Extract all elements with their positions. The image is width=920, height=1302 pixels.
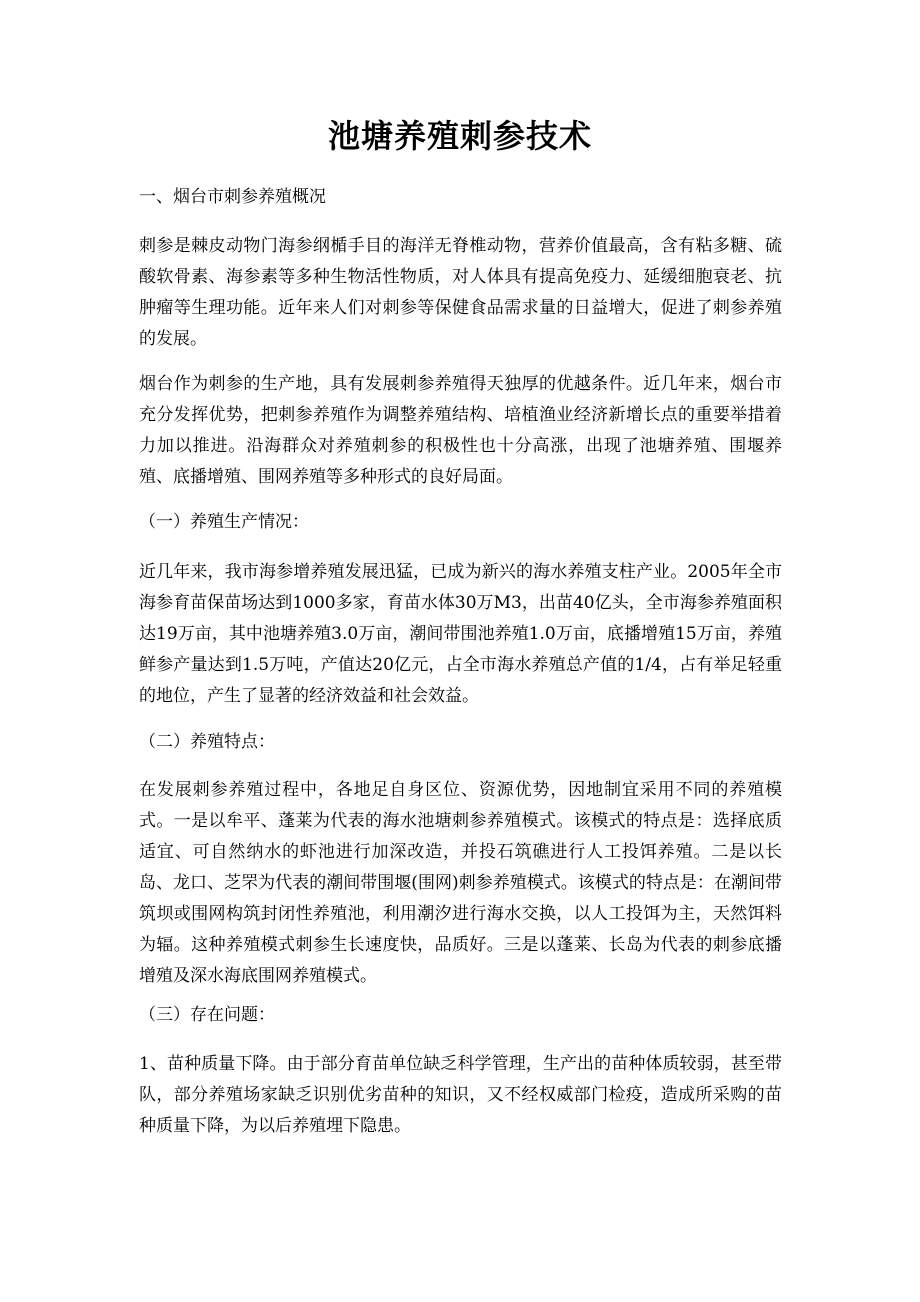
subsection-heading-production: （一）养殖生产情况： <box>139 512 309 532</box>
paragraph-production: 近几年来，我市海参增养殖发展迅猛，已成为新兴的海水养殖支柱产业。2005年全市海参育苗保苗场达到1000多家，育苗水体30万M3，出苗40亿头，全市海参养殖面积达19万亩，其中池塘养殖3.0万亩，潮间带围池养殖1.0万亩，底播增殖15万亩，养殖鲜参产量达到1.5万吨，产值达20亿元，占全市海水养殖总产值的1/4，占有举足轻重的地位，产生了显著的经济效益和社会效益。 <box>139 562 782 706</box>
paragraph-intro: 刺参是棘皮动物门海参纲楯手目的海洋无脊椎动物，营养价值最高，含有粘多糖、硫酸软骨素、海参素等多种生物活性物质，对人体具有提高免疫力、延缓细胞衰老、抗肿瘤等生理功能。近年来人们对刺参等保健食品需求量的日益增大，促进了刺参养殖的发展。 <box>139 236 782 349</box>
subsection-heading-problems: （三）存在问题： <box>139 1005 275 1025</box>
paragraph-features: 在发展刺参养殖过程中，各地足自身区位、资源优势，因地制宜采用不同的养殖模式。一是以牟平、蓬莱为代表的海水池塘刺参养殖模式。该模式的特点是：选择底质适宜、可自然纳水的虾池进行加深改造，并投石筑礁进行人工投饵养殖。二是以长岛、龙口、芝罘为代表的潮间带围堰(围网)刺参养殖模式。该模式的特点是：在潮间带筑坝或围网构筑封闭性养殖池，利用潮汐进行海水交换，以人工投饵为主，天然饵料为辐。这种养殖模式刺参生长速度快，品质好。三是以蓬莱、长岛为代表的刺参底播增殖及深水海底围网养殖模式。 <box>139 780 782 986</box>
section-heading-overview: 一、烟台市刺参养殖概况 <box>139 187 326 207</box>
document-title: 池塘养殖刺参技术 <box>327 117 592 155</box>
paragraph-yantai: 烟台作为刺参的生产地，具有发展刺参养殖得天独厚的优越条件。近几年来，烟台市充分发挥优势，把刺参养殖作为调整养殖结构、培植渔业经济新增长点的重要举措着力加以推进。沿海群众对养殖刺参的积极性也十分高涨，出现了池塘养殖、围堰养殖、底播增殖、围网养殖等多种形式的良好局面。 <box>139 374 782 487</box>
paragraph-problem-seedling: 1、苗种质量下降。由于部分育苗单位缺乏科学管理，生产出的苗种体质较弱，甚至带队，部分养殖场家缺乏识别优劣苗种的知识，又不经权威部门检疫，造成所采购的苗种质量下降，为以后养殖埋下隐患。 <box>139 1054 782 1136</box>
subsection-heading-features: （二）养殖特点： <box>139 732 275 752</box>
